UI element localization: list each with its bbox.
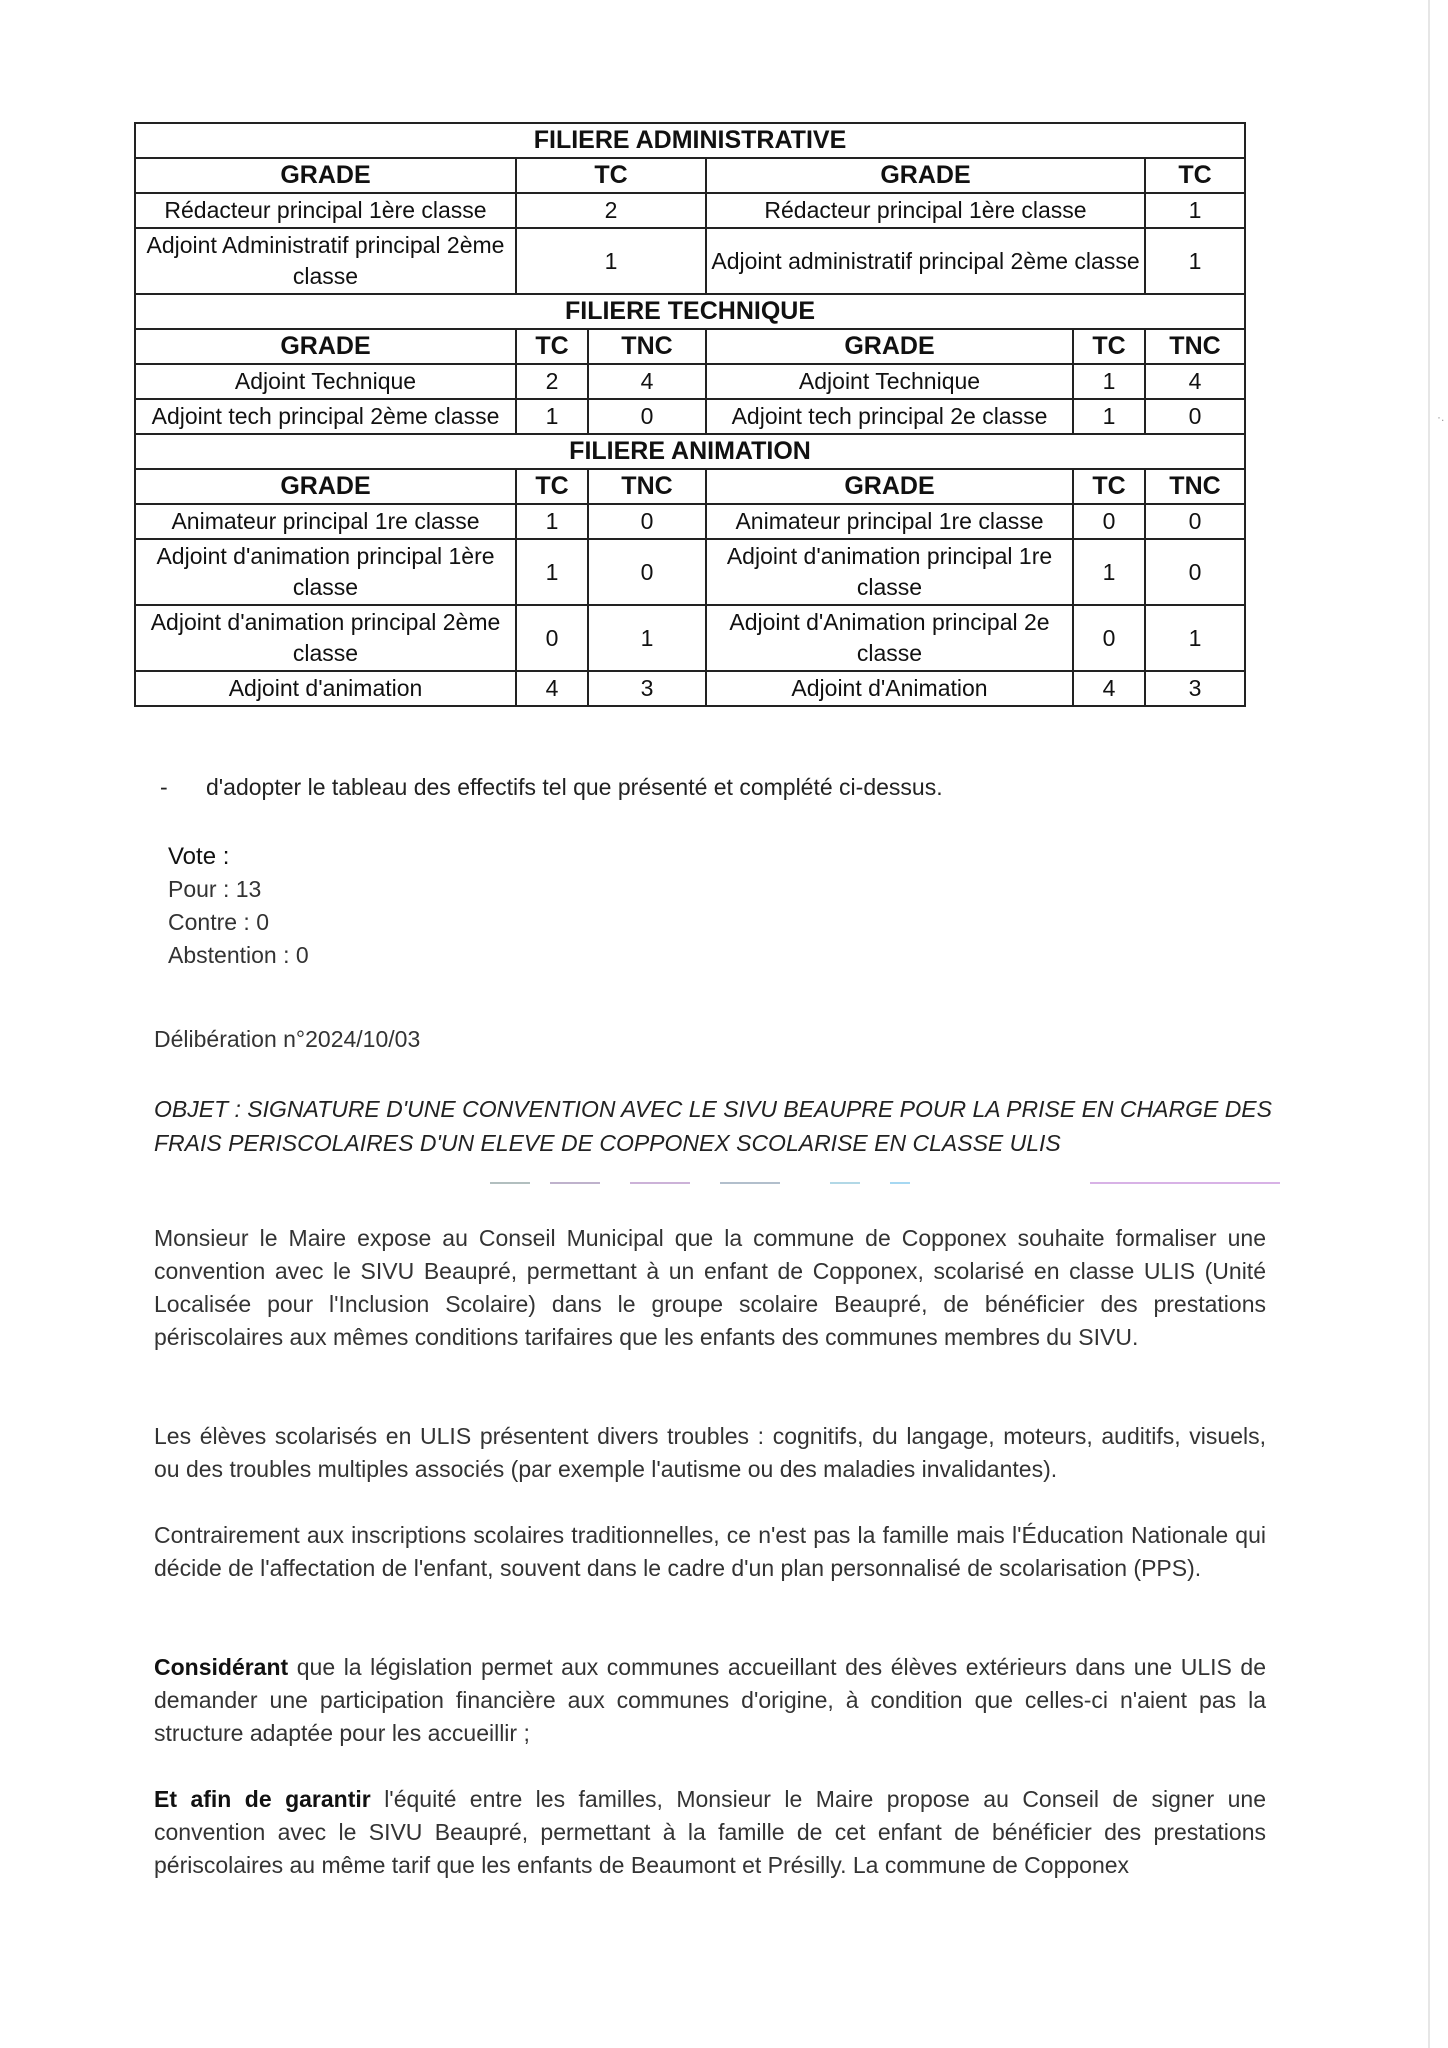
- grade-cell: Adjoint d'Animation: [706, 671, 1073, 706]
- tc-cell: 4: [516, 671, 588, 706]
- grade-cell: Rédacteur principal 1ère classe: [706, 193, 1145, 228]
- tnc-cell: 0: [588, 539, 706, 605]
- grade-cell: Adjoint administratif principal 2ème classe: [706, 228, 1145, 294]
- tnc-cell: 0: [588, 504, 706, 539]
- considerant-text: que la législation permet aux communes accueillant des élèves extérieurs dans une ULIS de demander une participation financière aux communes d'origine, à condition que celles-ci n'aient pas la structure adaptée pour les accueillir ;: [154, 1654, 1266, 1746]
- grade-cell: Adjoint d'animation principal 1ère classe: [135, 539, 516, 605]
- grade-header: GRADE: [706, 469, 1073, 504]
- grade-cell: Adjoint d'animation: [135, 671, 516, 706]
- grade-header: GRADE: [706, 158, 1145, 193]
- scan-edge-line: [1428, 0, 1430, 2048]
- tnc-cell: 3: [588, 671, 706, 706]
- tnc-cell: 1: [588, 605, 706, 671]
- equite-text: l'équité entre les familles, Monsieur le Maire propose au Conseil de signer une convention avec le SIVU Beaupré, permettant à la famille de cet enfant de bénéficier des prestations périscolaires au même tarif que les enfants de Beaumont et Présilly. La commune de Copponex: [154, 1786, 1266, 1878]
- vote-abstention: Abstention : 0: [168, 942, 309, 968]
- tnc-cell: 3: [1145, 671, 1245, 706]
- grade-cell: Adjoint d'animation principal 2ème classe: [135, 605, 516, 671]
- grade-cell: Adjoint tech principal 2ème classe: [135, 399, 516, 434]
- tc-header: TC: [516, 158, 706, 193]
- tc-cell: 1: [1073, 399, 1145, 434]
- grade-cell: Adjoint d'animation principal 1re classe: [706, 539, 1073, 605]
- tc-header: TC: [1073, 329, 1145, 364]
- tc-cell: 0: [1073, 504, 1145, 539]
- table-row: [135, 504, 1245, 539]
- paragraph-equite: [154, 1783, 1266, 1882]
- tnc-header: TNC: [1145, 329, 1245, 364]
- tc-cell: 1: [1145, 228, 1245, 294]
- grade-header: GRADE: [706, 329, 1073, 364]
- tc-cell: 1: [1073, 539, 1145, 605]
- vote-block: [168, 840, 309, 972]
- paragraph-affectation: Contrairement aux inscriptions scolaires traditionnelles, ce n'est pas la famille mais l'Éducation Nationale qui décide de l'affectation de l'enfant, souvent dans le cadre d'un plan personnalisé de scolarisation (PPS).: [154, 1522, 1266, 1581]
- tc-header: TC: [1145, 158, 1245, 193]
- vote-pour: Pour : 13: [168, 876, 262, 902]
- objet-heading: OBJET : SIGNATURE D'UNE CONVENTION AVEC LE SIVU BEAUPRE POUR LA PRISE EN CHARGE DES FRAIS PERISCOLAIRES D'UN ELEVE DE COPPONEX SCOLARISE EN CLASSE ULIS: [154, 1096, 1272, 1156]
- table-row: [135, 399, 1245, 434]
- paragraph-considerant: [154, 1651, 1266, 1750]
- tc-cell: 1: [1145, 193, 1245, 228]
- filiere-title: FILIERE ANIMATION: [135, 434, 1245, 469]
- tc-cell: 1: [1073, 364, 1145, 399]
- grade-header: GRADE: [135, 469, 516, 504]
- grade-header: GRADE: [135, 158, 516, 193]
- scan-artifact: ·.: [1437, 410, 1445, 424]
- filiere-title: FILIERE ADMINISTRATIVE: [135, 123, 1245, 158]
- tc-cell: 1: [516, 399, 588, 434]
- grade-cell: Rédacteur principal 1ère classe: [135, 193, 516, 228]
- tnc-cell: 0: [1145, 399, 1245, 434]
- tc-cell: 2: [516, 364, 588, 399]
- decision-item: [160, 774, 943, 801]
- grade-cell: Animateur principal 1re classe: [135, 504, 516, 539]
- equite-lead: Et afin de garantir: [154, 1786, 371, 1812]
- filiere-row: [135, 294, 1245, 329]
- tc-cell: 1: [516, 504, 588, 539]
- grade-cell: Animateur principal 1re classe: [706, 504, 1073, 539]
- tc-cell: 1: [516, 228, 706, 294]
- tnc-cell: 0: [1145, 504, 1245, 539]
- header-row: [135, 329, 1245, 364]
- header-row: [135, 469, 1245, 504]
- considerant-lead: Considérant: [154, 1654, 289, 1680]
- tc-cell: 2: [516, 193, 706, 228]
- vote-contre: Contre : 0: [168, 909, 269, 935]
- tnc-header: TNC: [588, 329, 706, 364]
- tc-cell: 0: [516, 605, 588, 671]
- grade-cell: Adjoint Administratif principal 2ème classe: [135, 228, 516, 294]
- vote-title: Vote :: [168, 843, 230, 870]
- filiere-title: FILIERE TECHNIQUE: [135, 294, 1245, 329]
- grade-header: GRADE: [135, 329, 516, 364]
- table-row: [135, 364, 1245, 399]
- tnc-cell: 4: [588, 364, 706, 399]
- tnc-header: TNC: [588, 469, 706, 504]
- table-row: [135, 671, 1245, 706]
- deliberation-number: Délibération n°2024/10/03: [154, 1026, 421, 1052]
- tc-header: TC: [516, 329, 588, 364]
- tnc-cell: 1: [1145, 605, 1245, 671]
- filiere-row: [135, 434, 1245, 469]
- filiere-row: [135, 123, 1245, 158]
- tc-cell: 4: [1073, 671, 1145, 706]
- paragraph-troubles: Les élèves scolarisés en ULIS présentent divers troubles : cognitifs, du langage, moteurs, auditifs, visuels, ou des troubles multiples associés (par exemple l'autisme ou des maladies invalidantes).: [154, 1423, 1266, 1482]
- table-row: [135, 605, 1245, 671]
- tc-cell: 1: [516, 539, 588, 605]
- grade-cell: Adjoint d'Animation principal 2e classe: [706, 605, 1073, 671]
- tnc-cell: 4: [1145, 364, 1245, 399]
- tc-header: TC: [1073, 469, 1145, 504]
- table-row: [135, 228, 1245, 294]
- tnc-cell: 0: [1145, 539, 1245, 605]
- header-row: [135, 158, 1245, 193]
- grade-cell: Adjoint tech principal 2e classe: [706, 399, 1073, 434]
- grade-cell: Adjoint Technique: [706, 364, 1073, 399]
- table-row: [135, 539, 1245, 605]
- bullet-dash: -: [160, 774, 168, 800]
- tc-cell: 0: [1073, 605, 1145, 671]
- effectifs-table: [134, 122, 1246, 707]
- scan-artifact-lines: [490, 1180, 1290, 1186]
- decision-text: d'adopter le tableau des effectifs tel que présenté et complété ci-dessus.: [206, 774, 943, 800]
- tnc-cell: 0: [588, 399, 706, 434]
- tc-header: TC: [516, 469, 588, 504]
- tnc-header: TNC: [1145, 469, 1245, 504]
- paragraph-expose: Monsieur le Maire expose au Conseil Municipal que la commune de Copponex souhaite formaliser une convention avec le SIVU Beaupré, permettant à un enfant de Copponex, scolarisé en classe ULIS (Unité Localisée pour l'Inclusion Scolaire) dans le groupe scolaire Beaupré, de bénéficier des prestations périscolaires aux mêmes conditions tarifaires que les enfants des communes membres du SIVU.: [154, 1225, 1266, 1350]
- grade-cell: Adjoint Technique: [135, 364, 516, 399]
- table-row: [135, 193, 1245, 228]
